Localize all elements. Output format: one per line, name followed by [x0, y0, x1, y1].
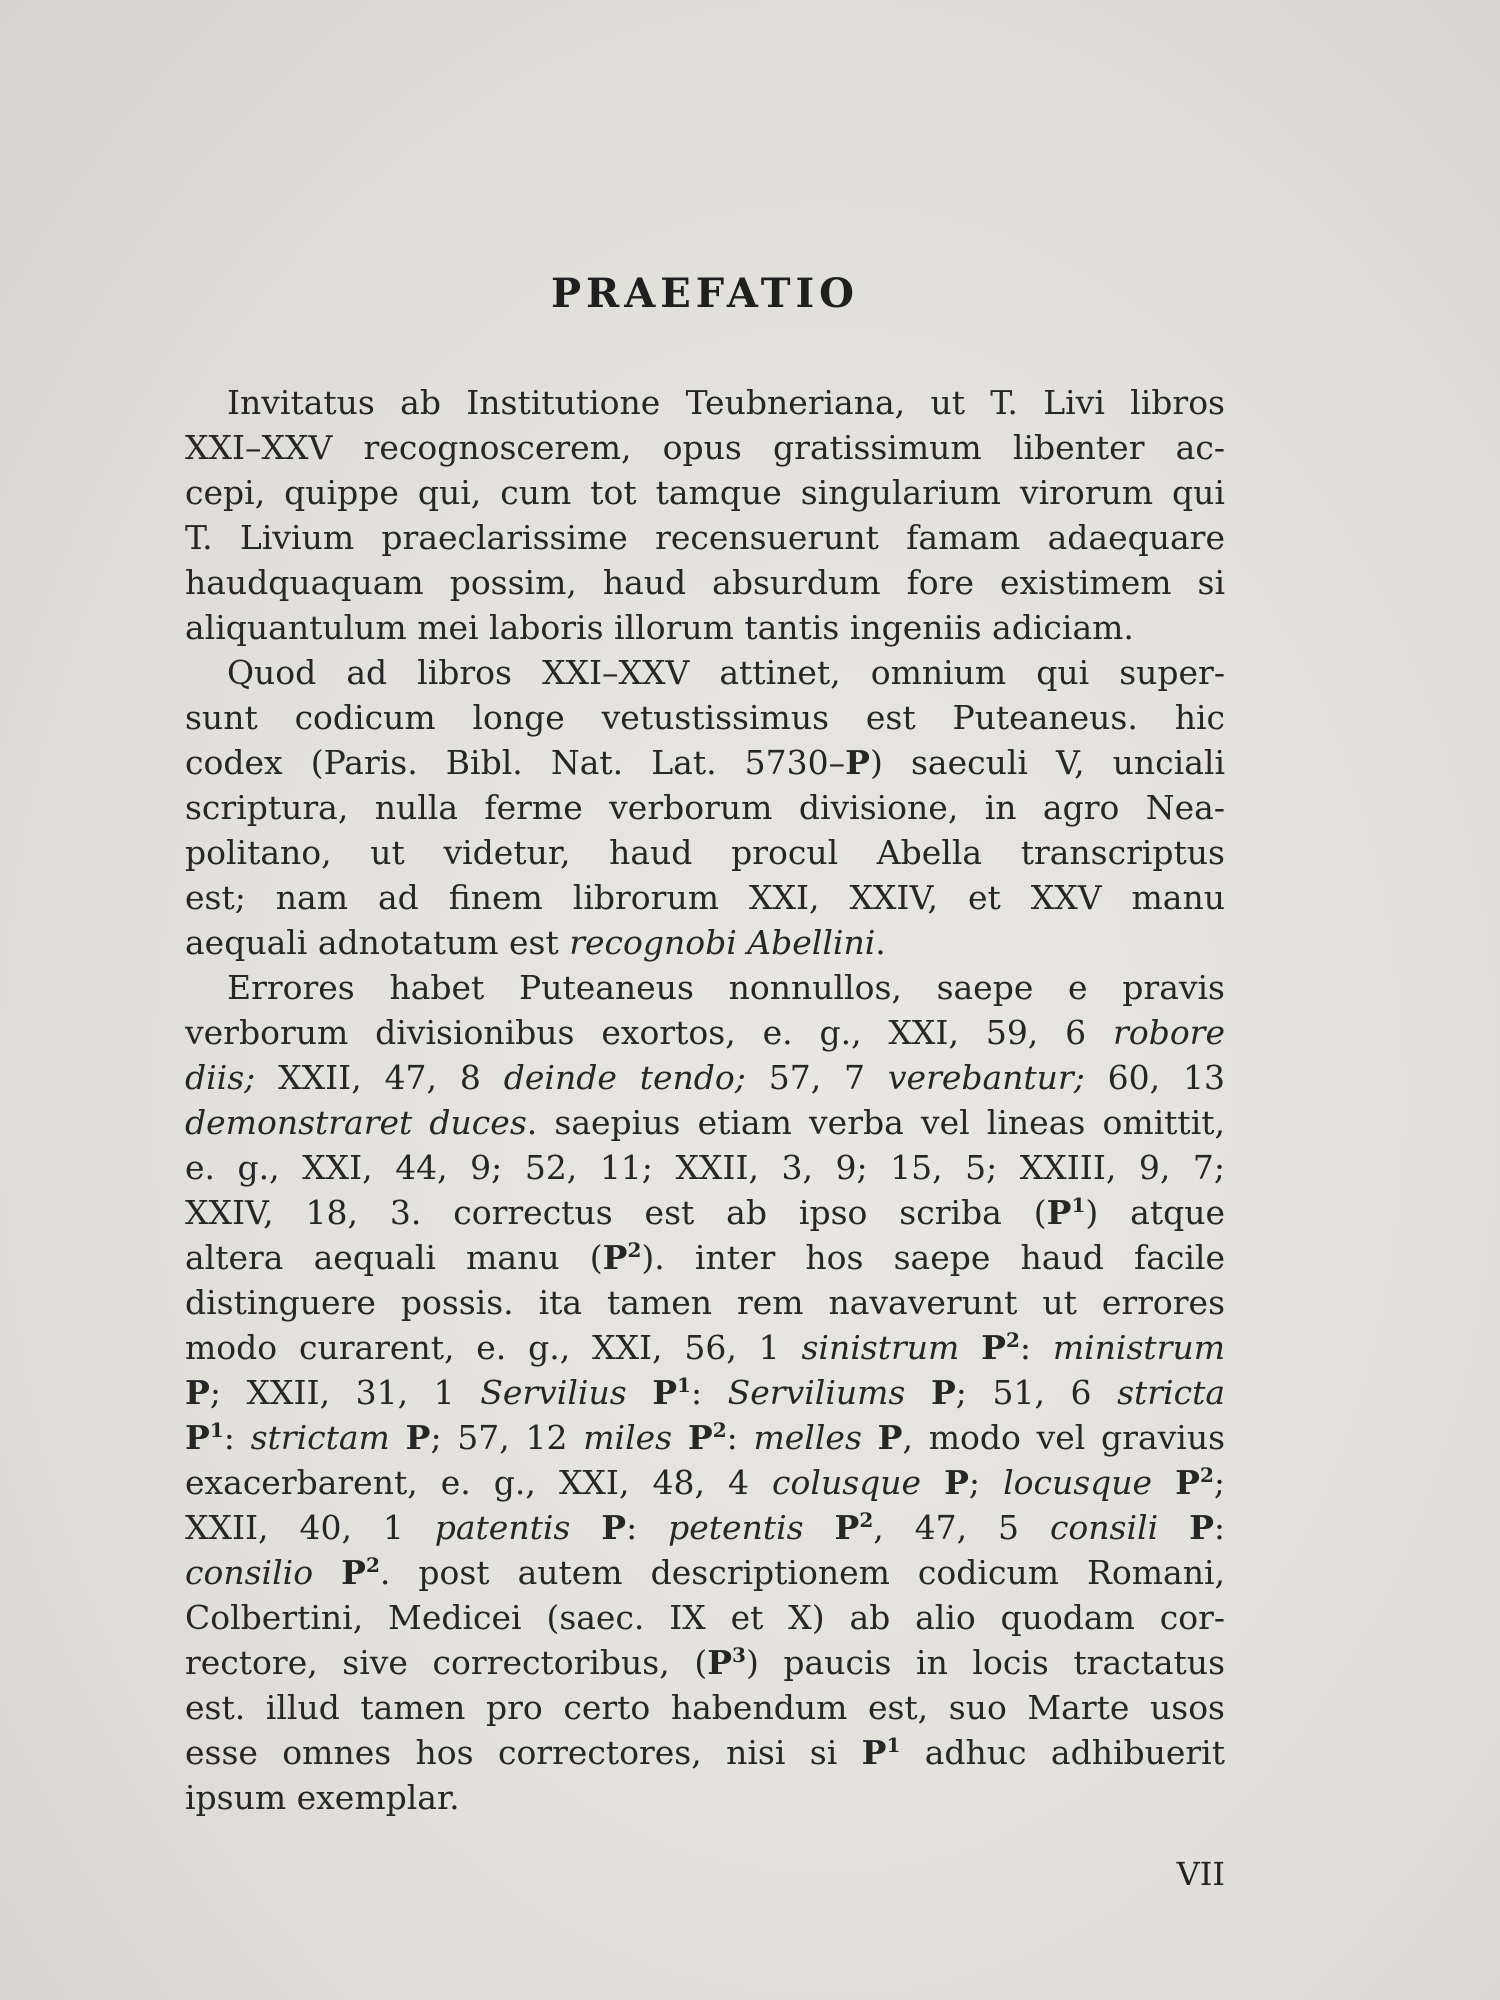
page-number: VII — [1176, 1855, 1225, 1893]
text-line: consilio $P^2$. post autem descriptionem codicum Romani, — [185, 1553, 1225, 1592]
text-line: XXIV, 18, 3. correctus est ab ipso scriba $(P^1)$ atque — [185, 1193, 1225, 1232]
text-line: Invitatus ab Institutione Teubneriana, ut T. Livi libros — [227, 383, 1225, 422]
text-line: esse omnes hos correctores, nisi si $P^1$ adhuc adhibuerit — [185, 1733, 1225, 1772]
text-line: altera aequali manu $(P^2)$. inter hos saepe haud facile — [185, 1238, 1225, 1277]
text-line: cepi, quippe qui, cum tot tamque singularium virorum qui — [185, 473, 1225, 512]
text-line: XXII, 40, 1 patentis P: petentis $P^2$, 47, 5 consili P: — [185, 1508, 1226, 1547]
text-line: aliquantulum mei laboris illorum tantis ingeniis adiciam. — [185, 608, 1134, 647]
page-title: PRAEFATIO — [550, 270, 860, 317]
text-line: Errores habet Puteaneus nonnullos, saepe e pravis — [227, 968, 1225, 1007]
text-line: Quod ad libros XXI–XXV attinet, omnium qui super- — [227, 653, 1225, 692]
text-line: est. illud tamen pro certo habendum est, suo Marte usos — [185, 1688, 1225, 1727]
text-line: aequali adnotatum est recognobi Abellini. — [185, 923, 886, 962]
text-line: distinguere possis. ita tamen rem navaverunt ut errores — [185, 1283, 1225, 1322]
text-line: diis; XXII, 47, 8 deinde tendo; 57, 7 verebantur; 60, 13 — [185, 1058, 1226, 1097]
text-line: rectore, sive correctoribus, $(P^3)$ paucis in locis tractatus — [185, 1643, 1225, 1682]
text-line: politano, ut videtur, haud procul Abella transcriptus — [185, 833, 1225, 872]
text-line: T. Livium praeclarissime recensuerunt famam adaequare — [185, 518, 1225, 557]
text-line: demonstraret duces. saepius etiam verba vel lineas omittit, — [185, 1103, 1226, 1142]
text-line: e. g., XXI, 44, 9; 52, 11; XXII, 3, 9; 15, 5; XXIII, 9, 7; — [185, 1148, 1225, 1187]
body-text — [185, 380, 1225, 1820]
text-line: Colbertini, Medicei (saec. IX et X) ab alio quodam cor- — [185, 1598, 1225, 1637]
text-line: ipsum exemplar. — [185, 1778, 460, 1817]
text-line: P; XXII, 31, 1 Servilius $P^1$: Serviliums P; 51, 6 stricta — [185, 1373, 1226, 1412]
text-line: sunt codicum longe vetustissimus est Puteaneus. hic — [185, 698, 1225, 737]
book-page — [185, 270, 1225, 1910]
text-line: modo curarent, e. g., XXI, 56, 1 sinistrum $P^2$: ministrum — [185, 1328, 1225, 1367]
text-line: exacerbarent, e. g., XXI, 48, 4 colusque P; locusque $P^2$; — [185, 1463, 1225, 1502]
text-line: est; nam ad finem librorum XXI, XXIV, et XXV manu — [185, 878, 1225, 917]
text-line: XXI–XXV recognoscerem, opus gratissimum libenter ac- — [185, 428, 1225, 467]
text-line: verborum divisionibus exortos, e. g., XXI, 59, 6 robore — [185, 1013, 1225, 1052]
text-line: haudquaquam possim, haud absurdum fore existimem si — [185, 563, 1225, 602]
text-line: scriptura, nulla ferme verborum divisione, in agro Nea- — [185, 788, 1225, 827]
text-line: $P^1$: strictam P; 57, 12 miles $P^2$: melles P, modo vel gravius — [185, 1418, 1226, 1457]
text-line: codex (Paris. Bibl. Nat. Lat. 5730–P) saeculi V, unciali — [185, 743, 1225, 782]
